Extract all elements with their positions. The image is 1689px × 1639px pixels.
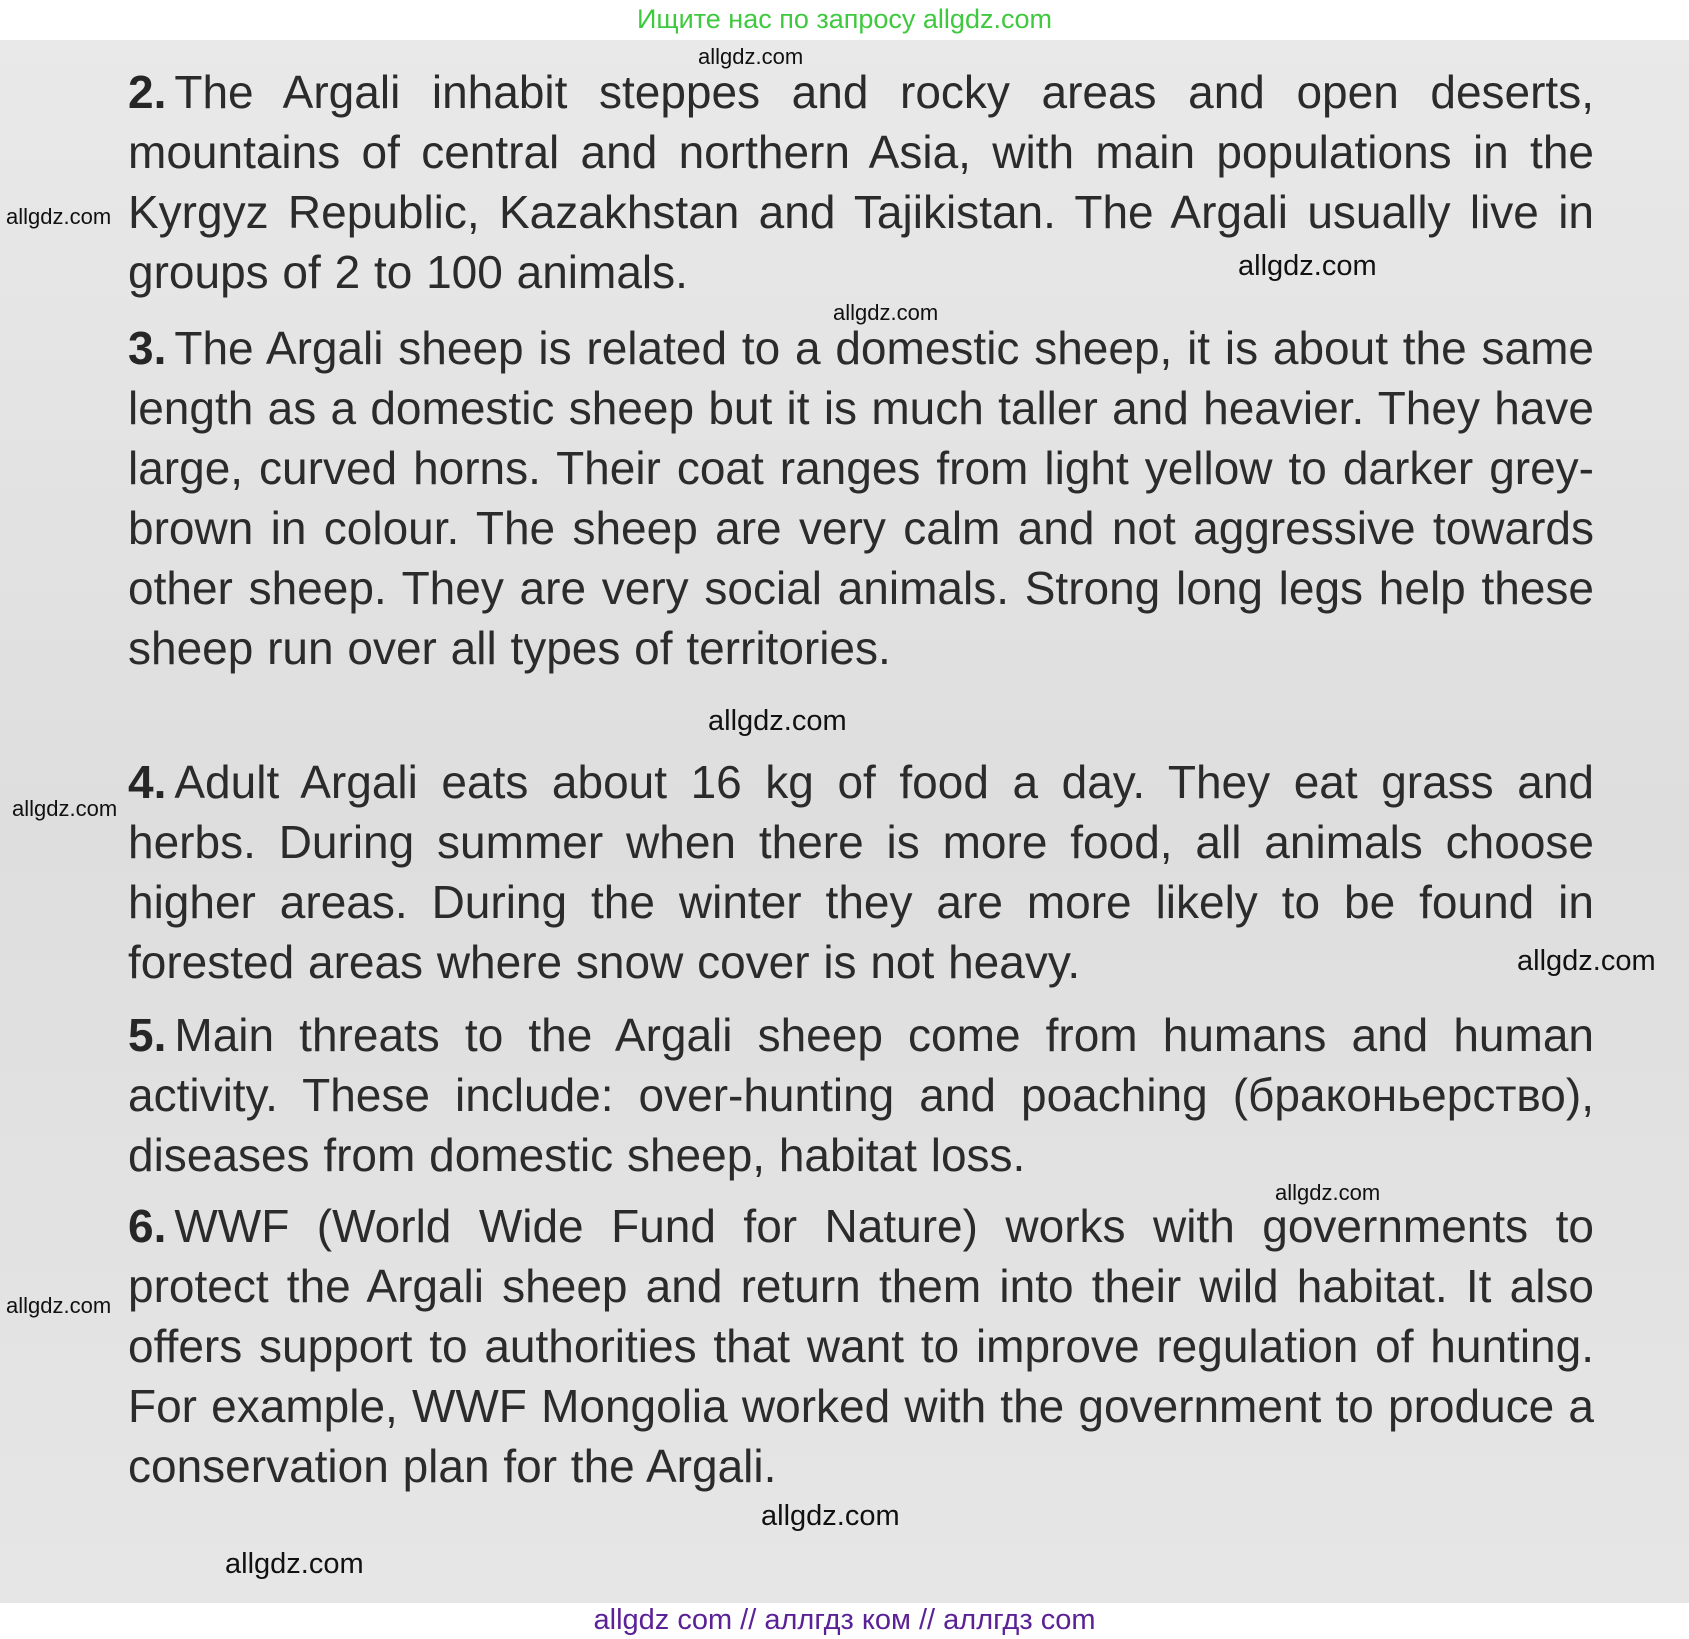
watermark: allgdz.com — [708, 705, 847, 737]
paragraph-text: WWF (World Wide Fund for Nature) works with governments to protect the Argali sheep and return them into their wild habitat. It also offers support to authorities that want to improve regulation of hunting. For example, WWF Mongolia worked with the government to produce a conservation plan for the Argali. — [128, 1200, 1594, 1492]
watermark: allgdz.com — [12, 796, 118, 821]
watermark: allgdz.com — [1238, 250, 1377, 282]
paragraph-number: 5. — [128, 1009, 167, 1061]
paragraph-6 — [128, 1196, 1594, 1496]
watermark: allgdz.com — [6, 1293, 112, 1318]
watermark: allgdz.com — [833, 300, 939, 325]
watermark: allgdz.com — [6, 204, 112, 229]
paragraph-text: Adult Argali eats about 16 kg of food a day. They eat grass and herbs. During summer when there is more food, all animals choose higher areas. During the winter they are more likely to be found in forested areas where snow cover is not heavy. — [128, 756, 1594, 988]
watermark: allgdz.com — [1275, 1180, 1381, 1205]
paragraph-text: The Argali inhabit steppes and rocky areas and open deserts, mountains of central and northern Asia, with main populations in the Kyrgyz Republic, Kazakhstan and Tajikistan. The Argali usually live in groups of 2 to 100 animals. — [128, 66, 1594, 298]
paragraph-number: 3. — [128, 322, 167, 374]
paragraph-number: 4. — [128, 756, 167, 808]
paragraph-text: The Argali sheep is related to a domestic sheep, it is about the same length as a domestic sheep but it is much taller and heavier. They have large, curved horns. Their coat ranges from light yellow to darker grey-brown in colour. The sheep are very calm and not aggressive towards other sheep. They are very social animals. Strong long legs help these sheep run over all types of territories. — [128, 322, 1594, 674]
watermark: allgdz.com — [225, 1548, 364, 1580]
top-banner: Ищите нас по запросу allgdz.com — [637, 4, 1052, 34]
watermark: allgdz.com — [761, 1500, 900, 1532]
watermark: allgdz.com — [698, 44, 804, 69]
paragraph-5 — [128, 1005, 1594, 1185]
paragraph-4 — [128, 752, 1594, 992]
footer-bar: allgdz com // аллгдз ком // аллгдз com — [0, 1603, 1689, 1639]
paragraph-3 — [128, 318, 1594, 678]
paragraph-number: 2. — [128, 66, 167, 118]
paragraph-text: Main threats to the Argali sheep come from humans and human activity. These include: over-hunting and poaching (браконьерство), diseases from domestic sheep, habitat loss. — [128, 1009, 1594, 1181]
watermark: allgdz.com — [1517, 945, 1656, 977]
paragraph-number: 6. — [128, 1200, 167, 1252]
